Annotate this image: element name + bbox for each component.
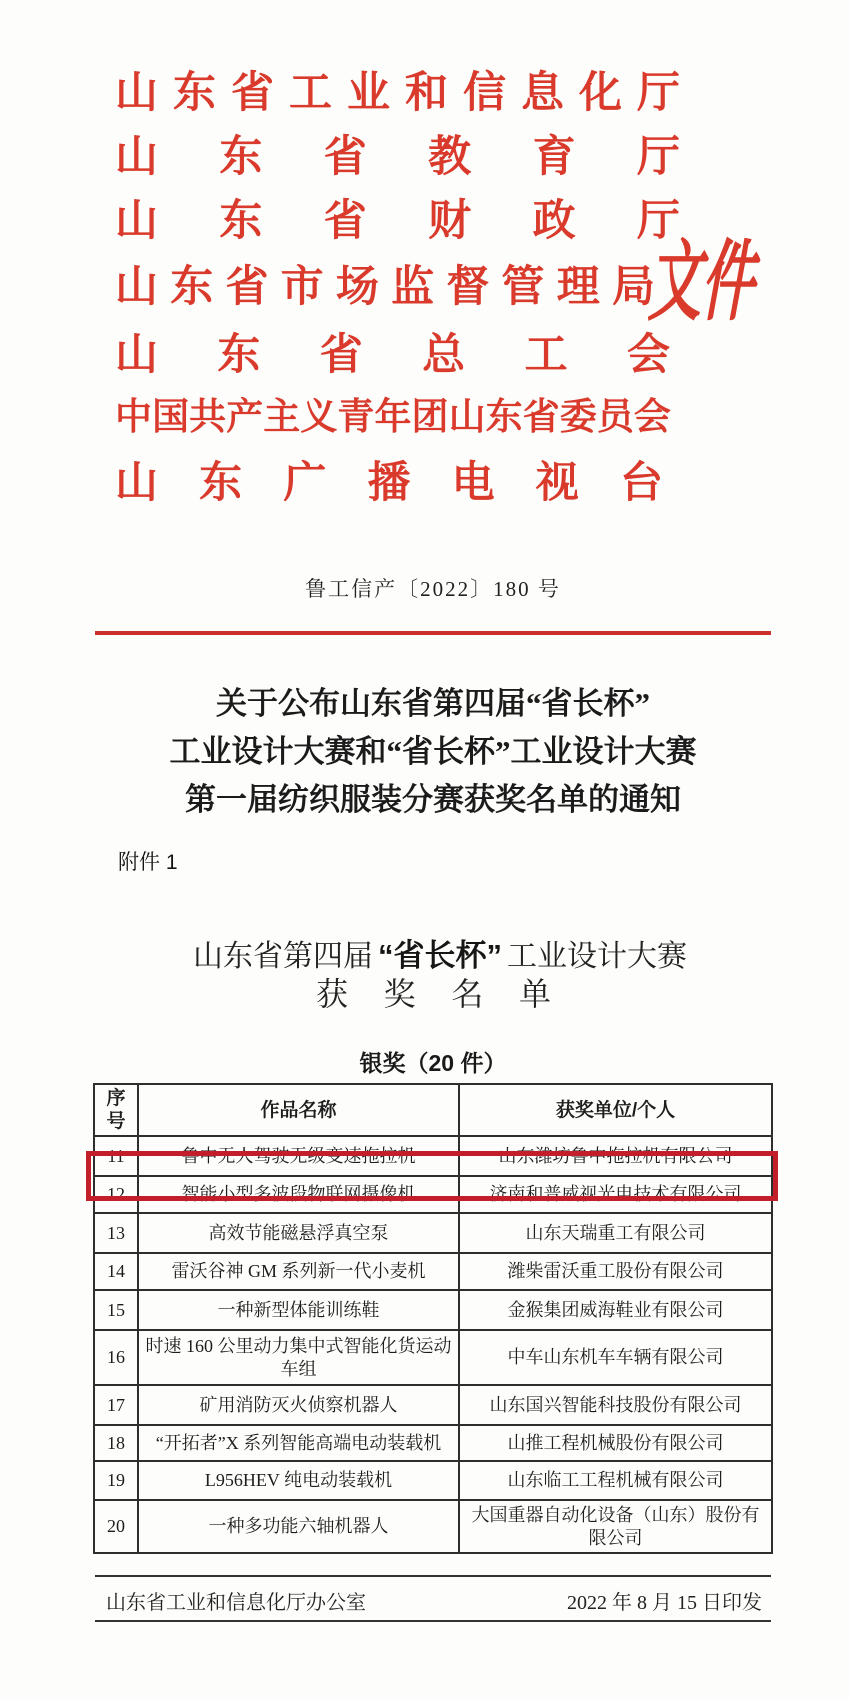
red-separator-rule [95,631,771,635]
row-no: 15 [94,1290,138,1330]
table-row [94,1500,772,1553]
row-work: 时速 160 公里动力集中式智能化货运动车组 [138,1330,459,1385]
letterhead-agency-3: 山 东 省 财 政 厅 [115,198,680,245]
row-no: 19 [94,1461,138,1500]
letterhead-agency-5: 山 东 省 总 工 会 [115,332,670,379]
row-work: 鲁中无人驾驶无级变速拖拉机 [138,1136,459,1176]
row-unit: 金猴集团威海鞋业有限公司 [459,1290,772,1330]
header-work: 作品名称 [138,1084,459,1136]
row-unit: 潍柴雷沃重工股份有限公司 [459,1253,772,1290]
row-no: 12 [94,1176,138,1213]
footer-rule-bottom [95,1620,771,1622]
row-unit: 中车山东机车车辆有限公司 [459,1330,772,1385]
row-no: 11 [94,1136,138,1176]
row-no: 20 [94,1500,138,1553]
footer-issuer: 山东省工业和信息化厅办公室 [106,1592,366,1614]
row-work: 雷沃谷神 GM 系列新一代小麦机 [138,1253,459,1290]
letterhead-agency-2: 山 东 省 教 育 厅 [115,134,680,181]
header-no: 序号 [94,1084,138,1136]
wenjian-calligraphy: 文件 [647,235,756,332]
table-row [94,1330,772,1385]
letterhead-agency-6: 中 国 共 产 主 义 青 年 团 山 东 省 委 员 会 [115,397,671,438]
subtitle-emphasis: “省长杯” [378,938,502,973]
row-unit: 山东潍坊鲁中拖拉机有限公司 [459,1136,772,1176]
footer-print-date: 2022 年 8 月 15 日印发 [567,1592,762,1614]
row-unit: 山东国兴智能科技股份有限公司 [459,1385,772,1425]
table-row [94,1385,772,1425]
document-title [80,680,786,824]
document-number: 鲁工信产〔2022〕180 号 [305,577,561,601]
table-row [94,1461,772,1500]
row-no: 18 [94,1425,138,1461]
row-unit: 大国重器自动化设备（山东）股份有限公司 [459,1500,772,1553]
row-work: 智能小型多波段物联网摄像机 [138,1176,459,1213]
table-row [94,1213,772,1253]
title-line-1: 关于公布山东省第四届“省长杯” [216,686,650,721]
letterhead-agency-1: 山 东 省 工 业 和 信 息 化 厅 [115,70,680,117]
row-work: 一种多功能六轴机器人 [138,1500,459,1553]
row-unit: 山东临工工程机械有限公司 [459,1461,772,1500]
subtitle-pre: 山东省第四届 [193,940,373,973]
row-no: 14 [94,1253,138,1290]
table-row [94,1136,772,1176]
table-row [94,1290,772,1330]
table-row [94,1425,772,1461]
row-unit: 山推工程机械股份有限公司 [459,1425,772,1461]
row-no: 13 [94,1213,138,1253]
title-line-3: 第一届纺织服装分赛获奖名单的通知 [185,782,681,817]
row-no: 16 [94,1330,138,1385]
footer-rule-top [95,1575,771,1577]
letterhead-agency-4: 山 东 省 市 场 监 督 管 理 局 [115,264,655,311]
title-line-2: 工业设计大赛和“省长杯”工业设计大赛 [169,734,697,769]
footer [95,1586,771,1615]
subtitle-line-2: 获 奖 名 单 [316,976,551,1012]
row-work: “开拓者”X 系列智能高端电动装载机 [138,1425,459,1461]
row-work: L956HEV 纯电动装载机 [138,1461,459,1500]
subtitle-post: 工业设计大赛 [507,940,687,973]
attachment-subtitle [80,930,800,975]
awards-table [93,1083,773,1554]
header-unit: 获奖单位/个人 [459,1084,772,1136]
row-unit: 山东天瑞重工有限公司 [459,1213,772,1253]
row-work: 矿用消防灭火侦察机器人 [138,1385,459,1425]
table-row-highlighted [94,1176,772,1213]
letterhead-agency-7: 山 东 广 播 电 视 台 [115,460,663,507]
row-work: 高效节能磁悬浮真空泵 [138,1213,459,1253]
row-work: 一种新型体能训练鞋 [138,1290,459,1330]
award-section-label: 银奖（20 件） [359,1050,507,1076]
row-unit: 济南和普威视光电技术有限公司 [459,1176,772,1213]
attachment-label: 附件 1 [118,851,178,874]
table-row [94,1253,772,1290]
table-header-row [94,1084,772,1136]
row-no: 17 [94,1385,138,1425]
